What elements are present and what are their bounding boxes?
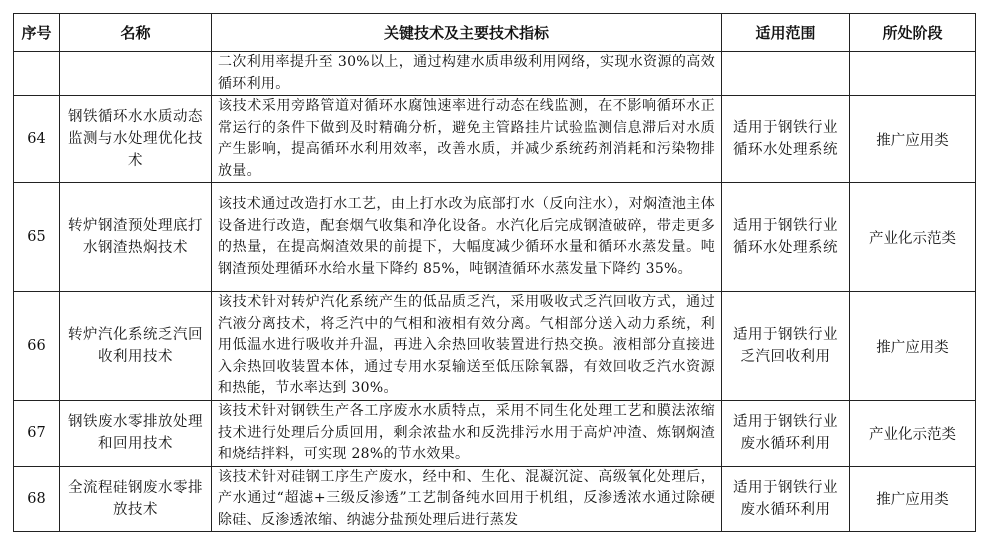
row-stage: 推广应用类 bbox=[850, 292, 976, 401]
row-stage: 推广应用类 bbox=[850, 466, 976, 532]
row-name: 钢铁废水零排放处理和回用技术 bbox=[60, 401, 212, 467]
row-stage: 产业化示范类 bbox=[850, 401, 976, 467]
header-name: 名称 bbox=[60, 14, 212, 52]
table-row bbox=[14, 401, 976, 467]
header-stage: 所处阶段 bbox=[850, 14, 976, 52]
table-row bbox=[14, 292, 976, 401]
row-desc: 该技术针对转炉汽化系统产生的低品质乏汽，采用吸收式乏汽回收方式，通过汽液分离技术，将乏汽中的气相和液相有效分离。气相部分送入动力系统，利用低温水进行吸收并升温，再进入余热回收装置进行热交换。液相部分直接进入余热回收装置本体，通过专用水泵输送至低压除氧器，有效回收乏汽水资源和热能，节水率达到 30%。 bbox=[212, 292, 722, 401]
row-no: 68 bbox=[14, 466, 60, 532]
table-header-row bbox=[14, 14, 976, 52]
row-scope: 适用于钢铁行业废水循环利用 bbox=[722, 466, 850, 532]
row-no: 67 bbox=[14, 401, 60, 467]
row-desc: 该技术针对钢铁生产各工序废水水质特点，采用不同生化处理工艺和膜法浓缩技术进行处理后分质回用，剩余浓盐水和反洗排污水用于高炉冲渣、炼钢焖渣和烧结拌料，可实现 28%的节水效果。 bbox=[212, 401, 722, 467]
header-desc: 关键技术及主要技术指标 bbox=[212, 14, 722, 52]
header-scope: 适用范围 bbox=[722, 14, 850, 52]
row-name bbox=[60, 52, 212, 96]
row-scope: 适用于钢铁行业循环水处理系统 bbox=[722, 96, 850, 183]
row-no: 66 bbox=[14, 292, 60, 401]
row-name: 转炉汽化系统乏汽回收利用技术 bbox=[60, 292, 212, 401]
row-scope: 适用于钢铁行业乏汽回收利用 bbox=[722, 292, 850, 401]
row-desc: 该技术通过改造打水工艺，由上打水改为底部打水（反向注水），对焖渣池主体设备进行改造，配套烟气收集和净化设备。水汽化后完成钢渣破碎，带走更多的热量，在提高焖渣效果的前提下，大幅度减少循环水量和循环水蒸发量。吨钢渣预处理循环水给水量下降约 85%，吨钢渣循环水蒸发量下降约 35%。 bbox=[212, 183, 722, 292]
row-scope: 适用于钢铁行业废水循环利用 bbox=[722, 401, 850, 467]
row-no: 65 bbox=[14, 183, 60, 292]
row-name: 全流程硅钢废水零排放技术 bbox=[60, 466, 212, 532]
table-row bbox=[14, 52, 976, 96]
row-scope bbox=[722, 52, 850, 96]
row-desc: 该技术针对硅钢工序生产废水，经中和、生化、混凝沉淀、高级氧化处理后，产水通过“超滤+三级反渗透”工艺制备纯水回用于机组，反渗透浓水通过除硬除硅、反渗透浓缩、纳滤分盐预处理后进行蒸发 bbox=[212, 466, 722, 532]
row-stage: 推广应用类 bbox=[850, 96, 976, 183]
header-no: 序号 bbox=[14, 14, 60, 52]
row-stage: 产业化示范类 bbox=[850, 183, 976, 292]
row-no: 64 bbox=[14, 96, 60, 183]
row-no bbox=[14, 52, 60, 96]
table-row bbox=[14, 96, 976, 183]
row-scope: 适用于钢铁行业循环水处理系统 bbox=[722, 183, 850, 292]
row-stage bbox=[850, 52, 976, 96]
row-name: 转炉钢渣预处理底打水钢渣热焖技术 bbox=[60, 183, 212, 292]
row-desc: 二次利用率提升至 30%以上，通过构建水质串级利用网络，实现水资源的高效循环利用。 bbox=[212, 52, 722, 96]
row-desc: 该技术采用旁路管道对循环水腐蚀速率进行动态在线监测，在不影响循环水正常运行的条件下做到及时精确分析，避免主管路挂片试验监测信息滞后对水质产生影响，提高循环水利用效率，改善水质，并减少系统药剂消耗和污染物排放量。 bbox=[212, 96, 722, 183]
table-row bbox=[14, 183, 976, 292]
row-name: 钢铁循环水水质动态监测与水处理优化技术 bbox=[60, 96, 212, 183]
technology-table bbox=[13, 13, 976, 532]
table-row bbox=[14, 466, 976, 532]
